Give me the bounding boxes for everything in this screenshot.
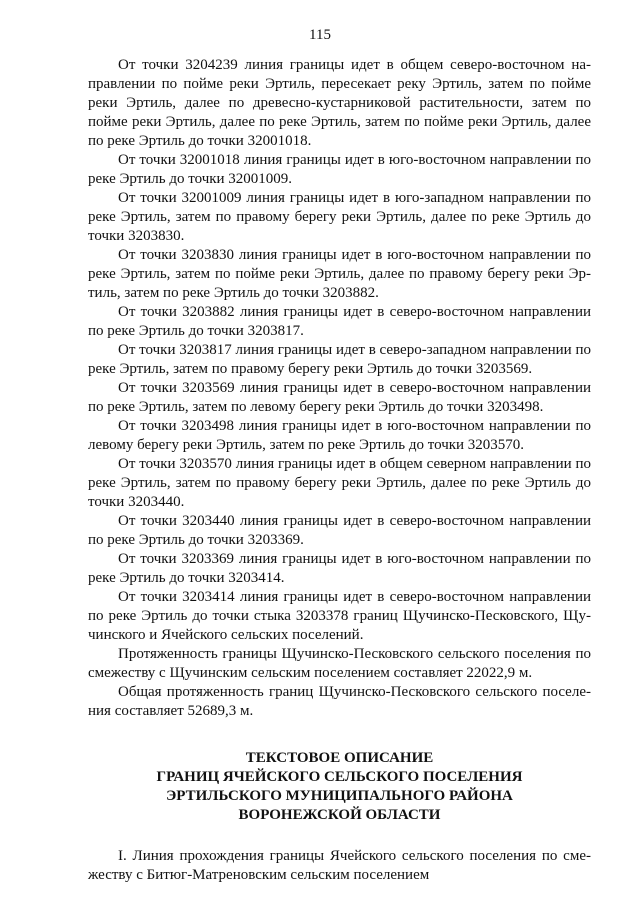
heading-line-2: ГРАНИЦ ЯЧЕЙСКОГО СЕЛЬСКОГО ПОСЕЛЕНИЯ [156,769,523,785]
paragraph-2: От точки 32001018 линия границы идет в юго-восточном направлении по реке Эртиль до точки 32001009. [88,152,591,187]
paragraph-14: Общая протяженность границ Щучинско-Песковского сельского поселения составляет 52689,3 м. [88,684,591,719]
paragraph-1: От точки 3204239 линия границы идет в общем северо-восточном направлении по пойме реки Эртиль, пересекает реку Эртиль, затем по пойме реки Эртиль, далее по древесно-кустарниковой растительности, затем по пойме реки Эртиль, далее по реке Эртиль, затем по пойме реки Эртиль, далее по реке Эртиль до точки 32001018. [88,57,591,149]
paragraph-13: Протяженность границы Щучинско-Песковского сельского поселения по смежеству с Щучинским сельским поселением составляет 22022,9 м. [88,646,591,681]
section-paragraph: I. Линия прохождения границы Ячейского сельского поселения по смежеству с Битюг-Матреновским сельским поселением [88,848,591,883]
paragraph-11: От точки 3203369 линия границы идет в юго-восточном направлении по реке Эртиль до точки 3203414. [88,551,591,586]
paragraph-10: От точки 3203440 линия границы идет в северо-восточном направлении по реке Эртиль до точки 3203369. [88,513,591,548]
section-heading [88,749,591,825]
page-number: 115 [309,27,331,43]
heading-line-4: ВОРОНЕЖСКОЙ ОБЛАСТИ [238,807,441,823]
paragraph-5: От точки 3203882 линия границы идет в северо-восточном направлении по реке Эртиль до точки 3203817. [88,304,591,339]
heading-line-1: ТЕКСТОВОЕ ОПИСАНИЕ [245,750,434,766]
heading-line-3: ЭРТИЛЬСКОГО МУНИЦИПАЛЬНОГО РАЙОНА [166,788,513,804]
paragraph-12: От точки 3203414 линия границы идет в северо-восточном направлении по реке Эртиль до точки стыка 3203378 границ Щучинско-Песковского, Щучинского и Ячейского сельских поселений. [88,589,591,643]
paragraph-6: От точки 3203817 линия границы идет в северо-западном направлении по реке Эртиль, затем по правому берегу реки Эртиль до точки 3203569. [88,342,591,377]
paragraph-9: От точки 3203570 линия границы идет в общем северном направлении по реке Эртиль, затем по правому берегу реки Эртиль, далее по реке Эртиль до точки 3203440. [88,456,591,510]
paragraph-7: От точки 3203569 линия границы идет в северо-восточном направлении по реке Эртиль, затем по левому берегу реки Эртиль до точки 3203498. [88,380,591,415]
paragraph-8: От точки 3203498 линия границы идет в юго-восточном направлении по левому берегу реки Эртиль, затем по реке Эртиль до точки 3203570. [88,418,591,453]
document-body [88,56,591,885]
paragraph-4: От точки 3203830 линия границы идет в юго-восточном направлении по реке Эртиль, затем по пойме реки Эртиль, далее по правому берегу реки Эртиль, затем по реке Эртиль до точки 3203882. [88,247,591,301]
paragraph-3: От точки 32001009 линия границы идет в юго-западном направлении по реке Эртиль, затем по правому берегу реки Эртиль, далее по реке Эртиль до точки 3203830. [88,190,591,244]
